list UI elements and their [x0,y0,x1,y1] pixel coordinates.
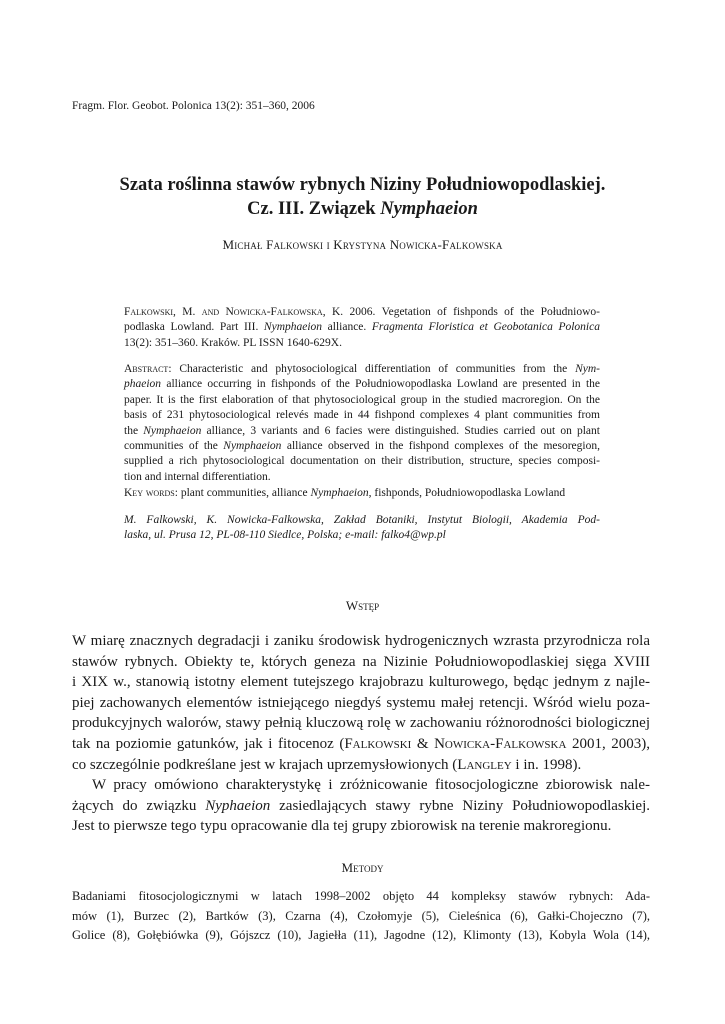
title-line-2: Cz. III. Związek Nymphaeion [247,199,478,219]
section-heading-wstep: Wstęp [345,598,380,613]
introduction-text: W miarę znacznych degradacji i zaniku środowisk hydrogenicznych wzrasta przyrodnicza rola stawów rybnych. Obiekty te, których geneza na Nizinie Południowopodlaskiej sięga XVIII i XIX w., stanowią istotny element tutejszego krajobrazu kulturowego, będąc jednym z najle- piej zachowanych elementów istniejącego niegdyś systemu małej retencji. Wśród wielu poza- produkcyjnych walorów, stawy pełnią kluczową rolę w zachowaniu różnorodności biologicznej tak na poziomie gatunków, jak i fitocenoz (Falkowski & Nowicka-Falkowska 2001, 2003), co szczególnie podkreślane jest w krajach uprzemysłowionych (Langley i in. 1998). W pracy omówiono charakterystykę i zróżnicowanie fitosocjologiczne zbiorowisk nale- żących do związku Nyphaeion zasiedlających stawy rybne Niziny Południowopodlaskiej. Jest to pierwsze tego typu opracowanie dla tej grupy zbiorowisk na terenie makroregionu. [72,633,650,835]
journal-reference: Fragm. Flor. Geobot. Polonica 13(2): 351–360, 2006 [72,100,315,112]
article-title [0,173,725,221]
keywords-label: Key words [124,487,175,499]
author-address: M. Falkowski, K. Nowicka-Falkowska, Zakład Botaniki, Instytut Biologii, Akademia Pod- laska, ul. Prusa 12, PL-08-110 Siedlce, Polska; e-mail: falko4@wp.pl [124,514,600,542]
key-words: Key words: plant communities, alliance Nymphaeion, fishponds, Południowopodlaska Lowland [124,487,566,499]
methods-text: Badaniami fitosocjologicznymi w latach 1998–2002 objęto 44 kompleksy stawów rybnych: Ada- mów (1), Burzec (2), Bartków (3), Czarna (4), Czołomyje (5), Cieleśnica (6), Gałki-Chojeczno (7), Golice (8), Gołębiówka (9), Gójszcz (10), Jagiełła (11), Jagodne (12), Klimonty (13), Kobyla Wola (14), [72,889,650,942]
abstract-label: Abstract [124,363,169,375]
author-list: Michał Falkowski i Krystyna Nowicka-Falkowska [222,237,503,252]
section-heading-metody: Metody [341,860,384,875]
bibliographic-citation: Falkowski, M. and Nowicka-Falkowska, K. 2006. Vegetation of fishponds of the Południowo- podlaska Lowland. Part III. Nymphaeion alliance. Fragmenta Floristica et Geobotanica Polonica 13(2): 351–360. Kraków. PL ISSN 1640-629X. [124,306,600,349]
abstract: Abstract: Characteristic and phytosociological differentiation of communities from the Nym- phaeion alliance occurring in fishponds of the Południowopodlaska Lowland are presented in the paper. It is the first elaboration of that phytosociological group in the studied macroregion. On the basis of 231 phytosociological relevés made in 44 fishpond complexes 4 plant communities from the Nymphaeion alliance, 3 variants and 6 facies were distinguished. Studies carried out on plant communities of the Nymphaeion alliance observed in the fishpond complexes of the mesoregion, supplied a rich phytosociological documentation on their distribution, structure, species composi- tion and internal differentiation. [124,363,600,483]
title-line-1: Szata roślinna stawów rybnych Niziny Południowopodlaskiej. [119,175,606,195]
title-genus: Nymphaeion [380,199,478,219]
